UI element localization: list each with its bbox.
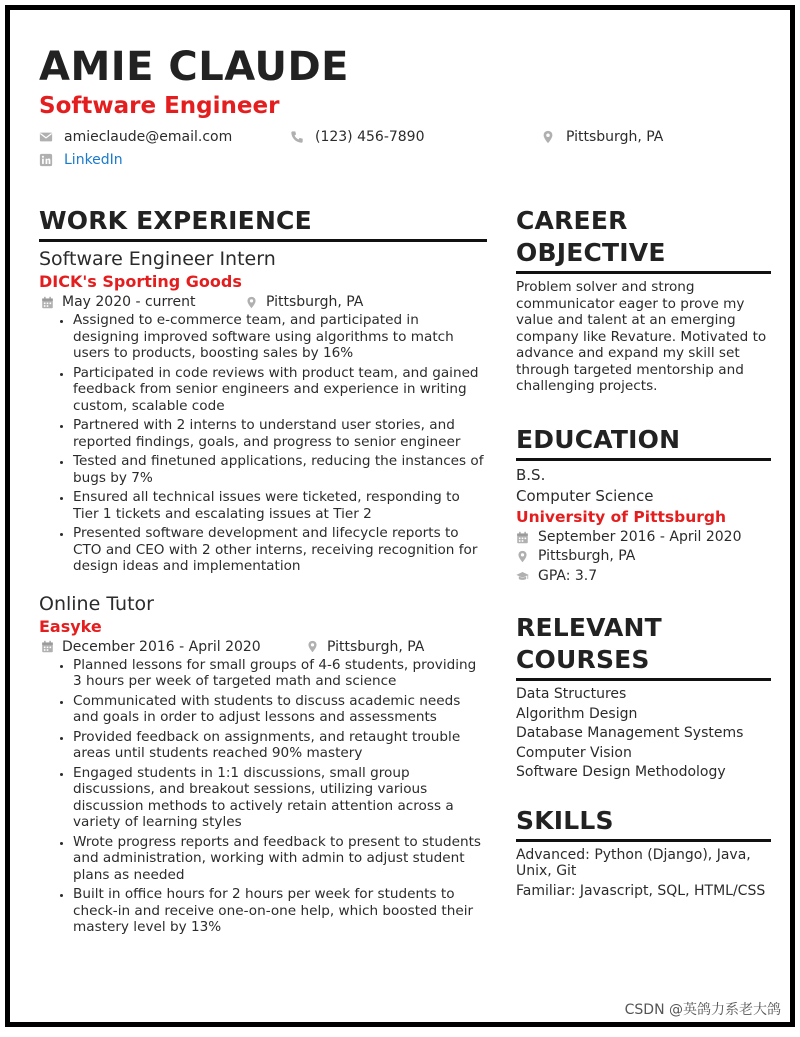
- linkedin-link[interactable]: LinkedIn: [64, 152, 123, 168]
- skills-advanced: Advanced: Python (Django), Java, Unix, Git: [516, 846, 751, 879]
- list-item: • Provided feedback on assignments, and retaught trouble areas until students reached 90% mastery: [73, 729, 487, 762]
- contact-row: [39, 129, 779, 151]
- skills-familiar: Familiar: Javascript, SQL, HTML/CSS: [516, 882, 766, 899]
- education-location-text: Pittsburgh, PA: [538, 548, 636, 564]
- company-name: Easyke: [39, 616, 102, 636]
- job-location-text: Pittsburgh, PA: [327, 638, 425, 655]
- calendar-icon: [41, 640, 54, 653]
- heading-line: COURSES: [516, 645, 650, 674]
- job-entry: [39, 246, 487, 575]
- list-item: • Tested and finetuned applications, reducing the instances of bugs by 7%: [73, 453, 487, 486]
- list-item: • Built in office hours for 2 hours per week for students to check-in and receive one-on-one help, which boosted their mastery level by 13%: [73, 886, 487, 936]
- job-title: Online Tutor: [39, 592, 154, 615]
- email-text: amieclaude@email.com: [64, 129, 233, 145]
- calendar-icon: [41, 296, 54, 309]
- job-meta: [39, 637, 487, 657]
- objective-text: Problem solver and strong communicator eager to prove my value and talent at an emerging company like Revature. Motivated to advance and expand my skill set through targeted mentorship and challenging projects.: [516, 279, 767, 394]
- heading-line: RELEVANT: [516, 613, 662, 642]
- watermark: CSDN @英鸽力系老大鸽: [624, 1002, 781, 1018]
- job-dates: [41, 637, 261, 657]
- education-location: [516, 547, 771, 567]
- map-pin-icon: [306, 640, 319, 653]
- school-name: University of Pittsburgh: [516, 507, 727, 526]
- job-dates-text: December 2016 - April 2020: [62, 638, 261, 655]
- list-item: Database Management Systems: [516, 725, 744, 741]
- education-dates-text: September 2016 - April 2020: [538, 528, 742, 545]
- list-item: Software Design Methodology: [516, 764, 726, 780]
- map-pin-icon: [245, 296, 258, 309]
- courses-list: [516, 685, 771, 783]
- job-meta: [39, 292, 487, 312]
- education-heading: EDUCATION: [516, 424, 771, 461]
- list-item: • Presented software development and lifecycle reports to CTO and CEO with 2 other interns, receiving recognition for design ideas and implementation: [73, 525, 487, 575]
- list-item: • Wrote progress reports and feedback to present to students and administration, working with admin to adjust student plans as needed: [73, 834, 487, 884]
- right-column: [516, 205, 771, 902]
- job-location: [245, 292, 363, 312]
- location-text: Pittsburgh, PA: [566, 129, 664, 145]
- calendar-icon: [516, 531, 529, 544]
- education-entry: [516, 465, 771, 587]
- contact-location: [541, 129, 663, 145]
- graduation-cap-icon: [516, 570, 529, 583]
- phone-text: (123) 456-7890: [315, 129, 425, 145]
- envelope-icon: [39, 130, 53, 144]
- resume-header: [39, 45, 779, 174]
- degree: B.S.: [516, 465, 546, 484]
- candidate-title: Software Engineer: [39, 93, 280, 119]
- job-location: [306, 637, 424, 657]
- job-dates-text: May 2020 - current: [62, 294, 196, 310]
- work-experience-heading: WORK EXPERIENCE: [39, 205, 487, 242]
- job-dates: [41, 292, 195, 312]
- education-gpa: [516, 567, 771, 587]
- list-item: • Communicated with students to discuss academic needs and goals in order to adjust lessons and assessments: [73, 693, 487, 726]
- job-entry: [39, 591, 487, 936]
- gpa-text: GPA: 3.7: [538, 567, 598, 584]
- phone-icon: [290, 130, 304, 144]
- job-bullets: [39, 657, 487, 936]
- contact-linkedin[interactable]: [39, 152, 123, 168]
- contact-phone[interactable]: [290, 129, 425, 145]
- list-item: • Planned lessons for small groups of 4-6 students, providing 3 hours per week of targeted math and science: [73, 657, 487, 690]
- company-name: DICK's Sporting Goods: [39, 272, 242, 291]
- education-dates: [516, 528, 771, 548]
- list-item: • Assigned to e-commerce team, and participated in designing improved software using algorithms to match users to products, boosting sales by 16%: [73, 312, 487, 362]
- job-location-text: Pittsburgh, PA: [266, 294, 364, 310]
- heading-line: OBJECTIVE: [516, 238, 666, 267]
- linkedin-icon: [39, 153, 53, 167]
- contact-row-2: [39, 152, 779, 174]
- heading-line: CAREER: [516, 206, 628, 235]
- contact-email[interactable]: [39, 129, 232, 145]
- skills-list: [516, 847, 771, 900]
- list-item: Algorithm Design: [516, 705, 638, 722]
- list-item: • Partnered with 2 interns to understand user stories, and reported findings, goals, and progress to senior engineer: [73, 417, 487, 450]
- left-column: [39, 205, 487, 939]
- list-item: • Ensured all technical issues were ticketed, responding to Tier 1 tickets and escalating issues at Tier 2: [73, 489, 487, 522]
- list-item: • Engaged students in 1:1 discussions, small group discussions, and breakout sessions, utilizing various discussion methods to actively retain attention across a variety of learning styles: [73, 765, 487, 831]
- job-title: Software Engineer Intern: [39, 248, 276, 270]
- relevant-courses-heading: [516, 612, 771, 681]
- resume-page: [5, 5, 795, 1027]
- list-item: Data Structures: [516, 686, 627, 702]
- map-pin-icon: [541, 130, 555, 144]
- map-pin-icon: [516, 550, 529, 563]
- candidate-name: AMIE CLAUDE: [39, 44, 349, 90]
- job-bullets: [39, 312, 487, 575]
- major: Computer Science: [516, 486, 654, 505]
- career-objective-heading: [516, 205, 771, 274]
- list-item: • Participated in code reviews with product team, and gained feedback from senior engineers and experience in writing custom, scalable code: [73, 365, 487, 415]
- list-item: Computer Vision: [516, 744, 632, 761]
- skills-heading: SKILLS: [516, 805, 771, 842]
